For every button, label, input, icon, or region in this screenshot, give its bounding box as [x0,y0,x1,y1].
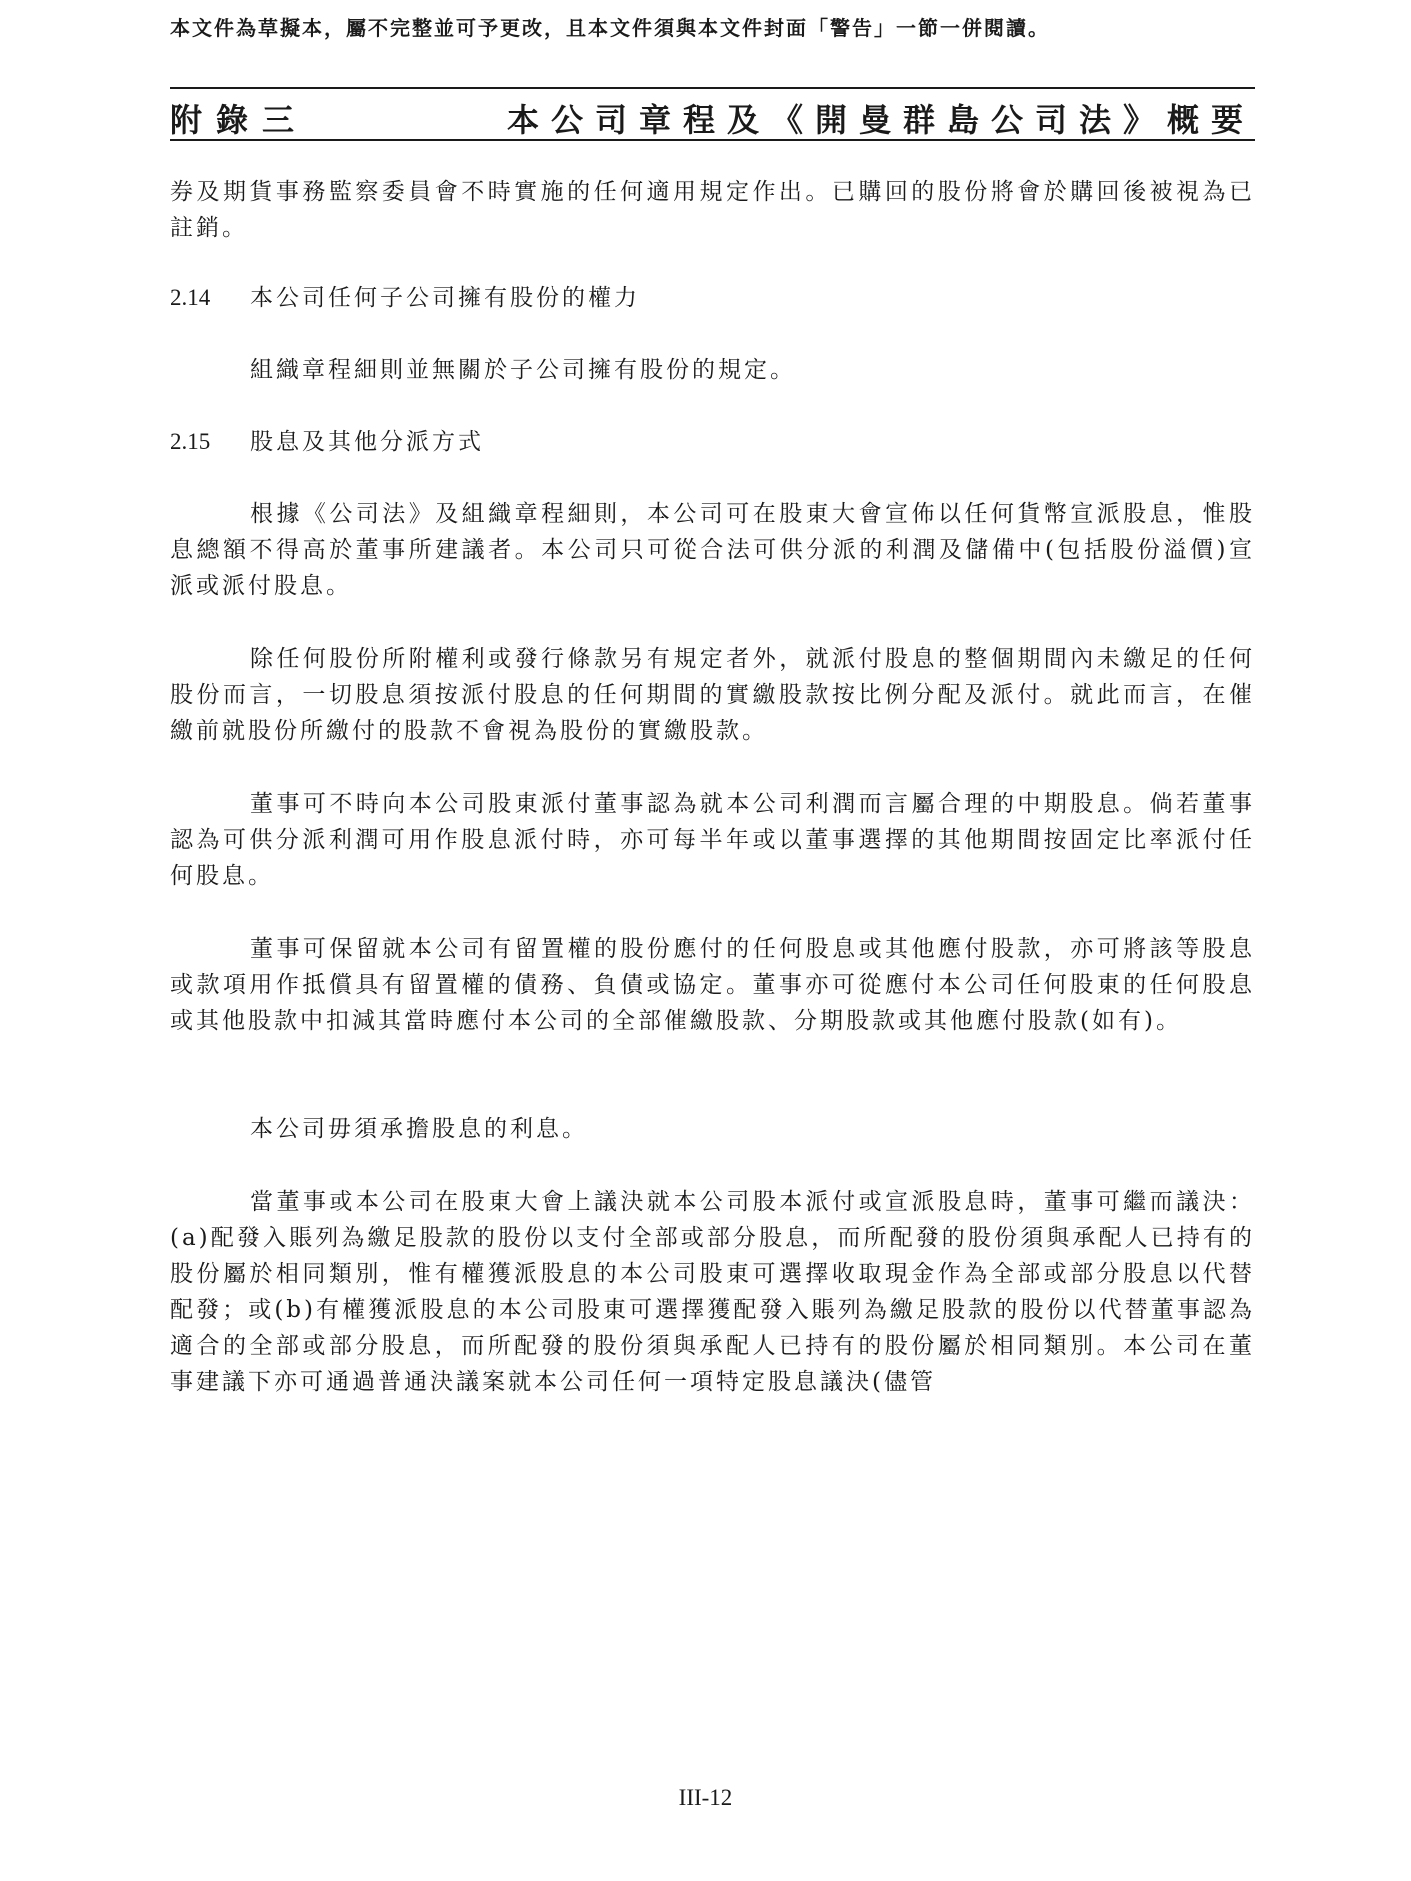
section-heading-2-14 [170,280,640,316]
section-2-15-paragraph-4: 董事可保留就本公司有留置權的股份應付的任何股息或其他應付股款，亦可將該等股息或款項用作抵償具有留置權的債務、負債或協定。董事亦可從應付本公司任何股東的任何股息或其他股款中扣減其當時應付本公司的全部催繳股款、分期股款或其他應付股款(如有)。 [170,936,1255,1034]
page-number: III-12 [678,1785,733,1810]
section-2-15-paragraph-5: 本公司毋須承擔股息的利息。 [250,1116,588,1142]
section-number: 2.14 [170,285,211,310]
section-2-14-paragraph: 組織章程細則並無關於子公司擁有股份的規定。 [250,357,796,383]
section-title: 股息及其他分派方式 [250,429,484,455]
section-2-15-paragraph-3: 董事可不時向本公司股東派付董事認為就本公司利潤而言屬合理的中期股息。倘若董事認為可供分派利潤可用作股息派付時，亦可每半年或以董事選擇的其他期間按固定比率派付任何股息。 [170,791,1255,889]
appendix-label: 附錄三 [170,101,309,139]
continuation-paragraph: 券及期貨事務監察委員會不時實施的任何適用規定作出。已購回的股份將會於購回後被視為已註銷。 [170,179,1255,241]
section-2-15-paragraph-6: 當董事或本公司在股東大會上議決就本公司股本派付或宣派股息時，董事可繼而議決：(a)配發入賬列為繳足股款的股份以支付全部或部分股息，而所配發的股份須與承配人已持有的股份屬於相同類別，惟有權獲派股息的本公司股東可選擇收取現金作為全部或部分股息以代替配發；或(b)有權獲派股息的本公司股東可選擇獲配發入賬列為繳足股款的股份以代替董事認為適合的全部或部分股息，而所配發的股份須與承配人已持有的股份屬於相同類別。本公司在董事建議下亦可通過普通決議案就本公司任何一項特定股息議決(儘管 [170,1189,1255,1395]
header-bottom-rule [170,139,1255,141]
draft-warning: 本文件為草擬本，屬不完整並可予更改，且本文件須與本文件封面「警告」一節一併閱讀。 [170,16,1050,40]
section-2-15-paragraph-2: 除任何股份所附權利或發行條款另有規定者外，就派付股息的整個期間內未繳足的任何股份而言，一切股息須按派付股息的任何期間的實繳股款按比例分配及派付。就此而言，在催繳前就股份所繳付的股款不會視為股份的實繳股款。 [170,646,1255,744]
header-top-rule [170,87,1255,89]
appendix-title: 本公司章程及《開曼群島公司法》概要 [506,101,1255,139]
section-heading-2-15 [170,424,484,460]
section-number: 2.15 [170,429,211,454]
section-title: 本公司任何子公司擁有股份的權力 [250,285,640,311]
section-2-15-paragraph-1: 根據《公司法》及組織章程細則，本公司可在股東大會宣佈以任何貨幣宣派股息，惟股息總額不得高於董事所建議者。本公司只可從合法可供分派的利潤及儲備中(包括股份溢價)宣派或派付股息。 [170,501,1255,599]
